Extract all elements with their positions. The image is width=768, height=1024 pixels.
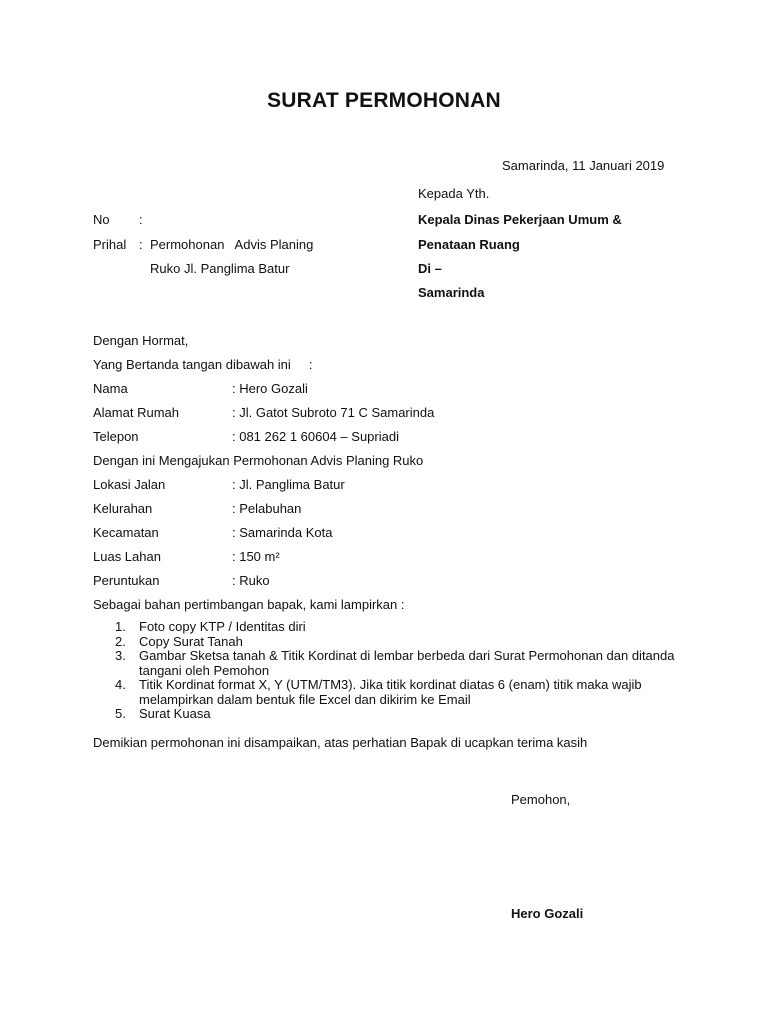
letter-date: Samarinda, 11 Januari 2019 bbox=[502, 158, 665, 173]
prihal-colon: : bbox=[139, 237, 143, 252]
area-label: Luas Lahan bbox=[93, 549, 161, 564]
name-label: Nama bbox=[93, 381, 128, 396]
list-item-number: 3. bbox=[115, 648, 126, 663]
no-colon: : bbox=[139, 212, 143, 227]
signature-name: Hero Gozali bbox=[511, 906, 584, 921]
closing-line: Demikian permohonan ini disampaikan, atas perhatian Bapak di ucapkan terima kasih bbox=[93, 735, 588, 750]
prihal-value-line-2: Ruko Jl. Panglima Batur bbox=[150, 261, 290, 276]
list-item-text: Copy Surat Tanah bbox=[139, 633, 243, 649]
use-label: Peruntukan bbox=[93, 573, 160, 588]
no-label: No bbox=[93, 212, 110, 227]
attachments-list bbox=[93, 620, 693, 722]
address-value: : Jl. Gatot Subroto 71 C Samarinda bbox=[232, 405, 435, 420]
address-label: Alamat Rumah bbox=[93, 405, 179, 420]
recipient-line-1: Kepala Dinas Pekerjaan Umum & bbox=[418, 212, 622, 227]
recipient-greeting: Kepada Yth. bbox=[418, 186, 490, 201]
list-item bbox=[93, 620, 693, 635]
list-item-text: Foto copy KTP / Identitas diri bbox=[139, 619, 306, 634]
salutation: Dengan Hormat, bbox=[93, 333, 189, 348]
prihal-label: Prihal bbox=[93, 237, 127, 252]
kecamatan-label: Kecamatan bbox=[93, 525, 159, 540]
request-line: Dengan ini Mengajukan Permohonan Advis Planing Ruko bbox=[93, 453, 424, 468]
phone-label: Telepon bbox=[93, 429, 139, 444]
recipient-line-2: Penataan Ruang bbox=[418, 237, 520, 252]
recipient-line-4: Samarinda bbox=[418, 285, 485, 300]
phone-value: : 081 262 1 60604 – Supriadi bbox=[232, 429, 399, 444]
list-item-text: Gambar Sketsa tanah & Titik Kordinat di lembar berbeda dari Surat Permohonan dan ditanda tangani oleh Pemohon bbox=[139, 648, 675, 678]
list-item bbox=[93, 635, 693, 650]
prihal-value-line-1: Permohonan Advis Planing bbox=[150, 237, 314, 252]
list-item bbox=[93, 707, 693, 722]
intro-line: Yang Bertanda tangan dibawah ini : bbox=[93, 357, 313, 372]
list-item bbox=[93, 678, 693, 707]
kelurahan-value: : Pelabuhan bbox=[232, 501, 302, 516]
recipient-line-3: Di – bbox=[418, 261, 442, 276]
letter-title: SURAT PERMOHONAN bbox=[267, 89, 501, 112]
signature-label: Pemohon, bbox=[511, 792, 571, 807]
street-label: Lokasi Jalan bbox=[93, 477, 166, 492]
list-item-text: Titik Kordinat format X, Y (UTM/TM3). Jika titik kordinat diatas 6 (enam) titik maka wajib melampirkan dalam bentuk file Excel dan dikirim ke Email bbox=[139, 677, 642, 707]
list-item-number: 4. bbox=[115, 677, 126, 692]
area-value: : 150 m² bbox=[232, 549, 280, 564]
street-value: : Jl. Panglima Batur bbox=[232, 477, 345, 492]
list-item-number: 2. bbox=[115, 633, 126, 649]
name-value: : Hero Gozali bbox=[232, 381, 308, 396]
list-item-number: 1. bbox=[115, 619, 126, 634]
kecamatan-value: : Samarinda Kota bbox=[232, 525, 333, 540]
list-item-text: Surat Kuasa bbox=[139, 706, 211, 721]
list-item bbox=[93, 649, 693, 678]
list-item-number: 5. bbox=[115, 706, 126, 721]
use-value: : Ruko bbox=[232, 573, 270, 588]
kelurahan-label: Kelurahan bbox=[93, 501, 153, 516]
attachments-intro: Sebagai bahan pertimbangan bapak, kami lampirkan : bbox=[93, 597, 405, 612]
